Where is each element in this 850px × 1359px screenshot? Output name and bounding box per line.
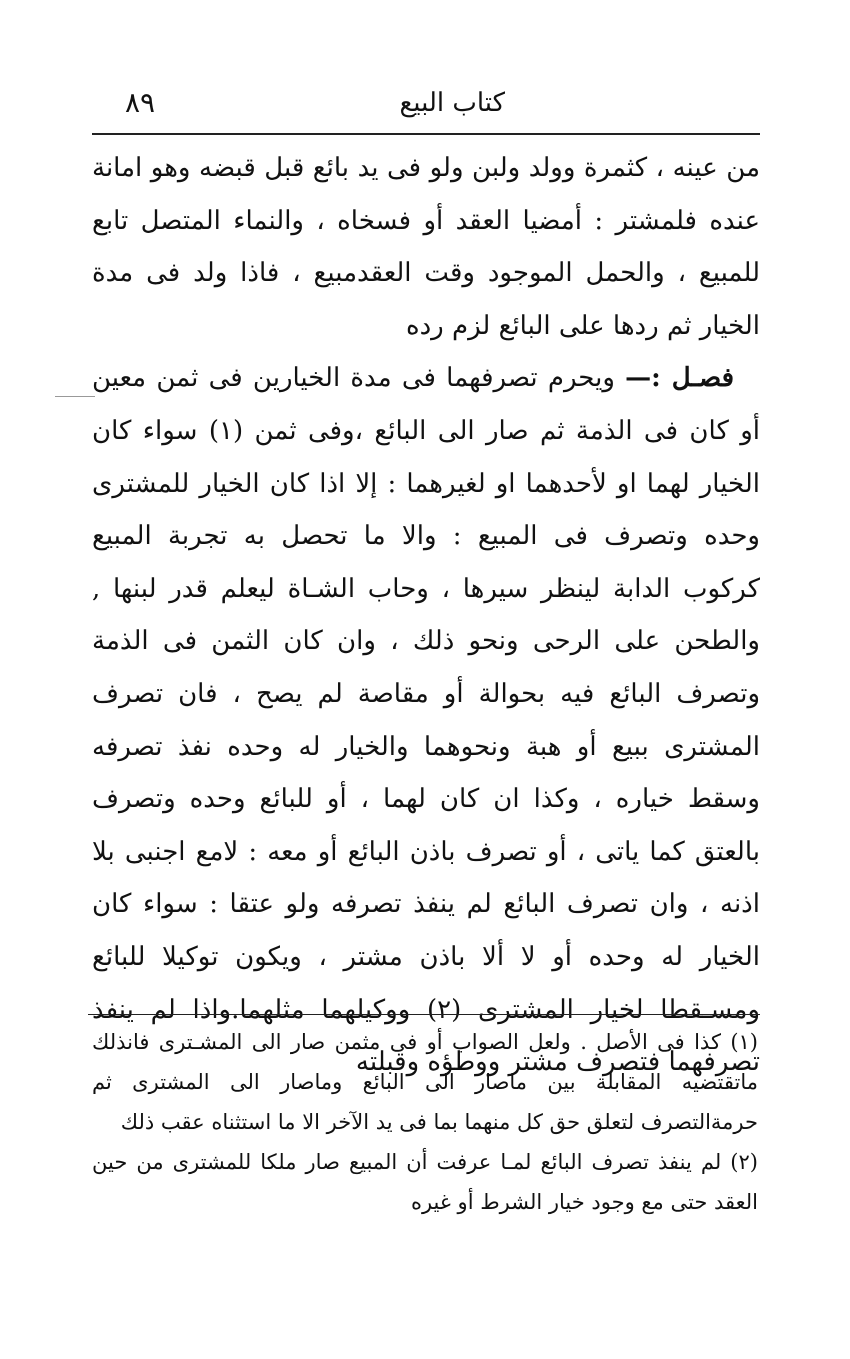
footnote-2: (٢) لم ينفذ تصرف البائع لمـا عرفت أن المبيع صار ملكا للمشترى من حين العقد حتى مع وجود خيار الشرط أو غيره [92, 1150, 758, 1214]
running-title: كتاب البيع [399, 88, 505, 118]
footnote-rule [88, 1014, 760, 1015]
page-number: ٨٩ [125, 86, 156, 119]
paragraph-1: من عينه ، كثمرة وولد ولبن ولو فى يد بائع قبل قبضه وهو امانة عنده فلمشتر : أمضيا العقد أو فسخاه ، والنماء المتصل تابع للمبيع ، والحمل الموجود وقت العقدمبيع ، فاذا ولد فى مدة الخيار ثم ردها على البائع لزم رده [92, 153, 760, 341]
page-header [95, 82, 755, 130]
header-rule [92, 133, 760, 135]
footnotes [92, 1022, 758, 1222]
paragraph-2-text: ويحرم تصرفهما فى مدة الخيارين فى ثمن معين أو كان فى الذمة ثم صار الى البائع ،وفى ثمن (١) سواء كان الخيار لهما او لأحدهما او لغيرهما : إلا اذا كان الخيار للمشترى وحده وتصرف فى المبيع : والا ما تحصل به تجربة المبيع كركوب الدابة لينظر سيرها ، وحاب الشـاة ليعلم قدر لبنها , والطحن على الرحى ونحو ذلك ، وان كان الثمن فى الذمة وتصرف البائع فيه بحوالة أو مقاصة لم يصح ، فان تصرف المشترى ببيع أو هبة ونحوهما والخيار له وحده نفذ تصرفه وسقط خياره ، وكذا ان كان لهما ، أو للبائع وحده وتصرف بالعتق كما ياتى ، أو تصرف باذن البائع أو معه : لامع اجنبى بلا اذنه ، وان تصرف البائع لم ينفذ تصرفه ولو عتقا : سواء كان الخيار له وحده أو لا ألا باذن مشتر ، ويكون توكيلا للبائع ومسـقطا لخيار المشترى (٢) ووكيلهما مثلهما.واذا لم ينفذ تصرفهما فتصرف مشتر ووطؤه وقبلته [92, 363, 760, 1078]
margin-mark [55, 396, 95, 397]
section-heading: فصـل :— [625, 363, 734, 394]
main-text [92, 142, 760, 1089]
footnote-1: (١) كذا فى الأصل . ولعل الصواب أو فى مثمن صار الى المشـترى فانذلك ماتقتضيه المقابلة بين ماصار الى البائع وماصار الى المشترى ثم حرمةالتصرف لتعلق حق كل منهما بما فى يد الآخر الا ما استثناه عقب ذلك [92, 1030, 758, 1134]
paragraph-2 [92, 352, 760, 1088]
